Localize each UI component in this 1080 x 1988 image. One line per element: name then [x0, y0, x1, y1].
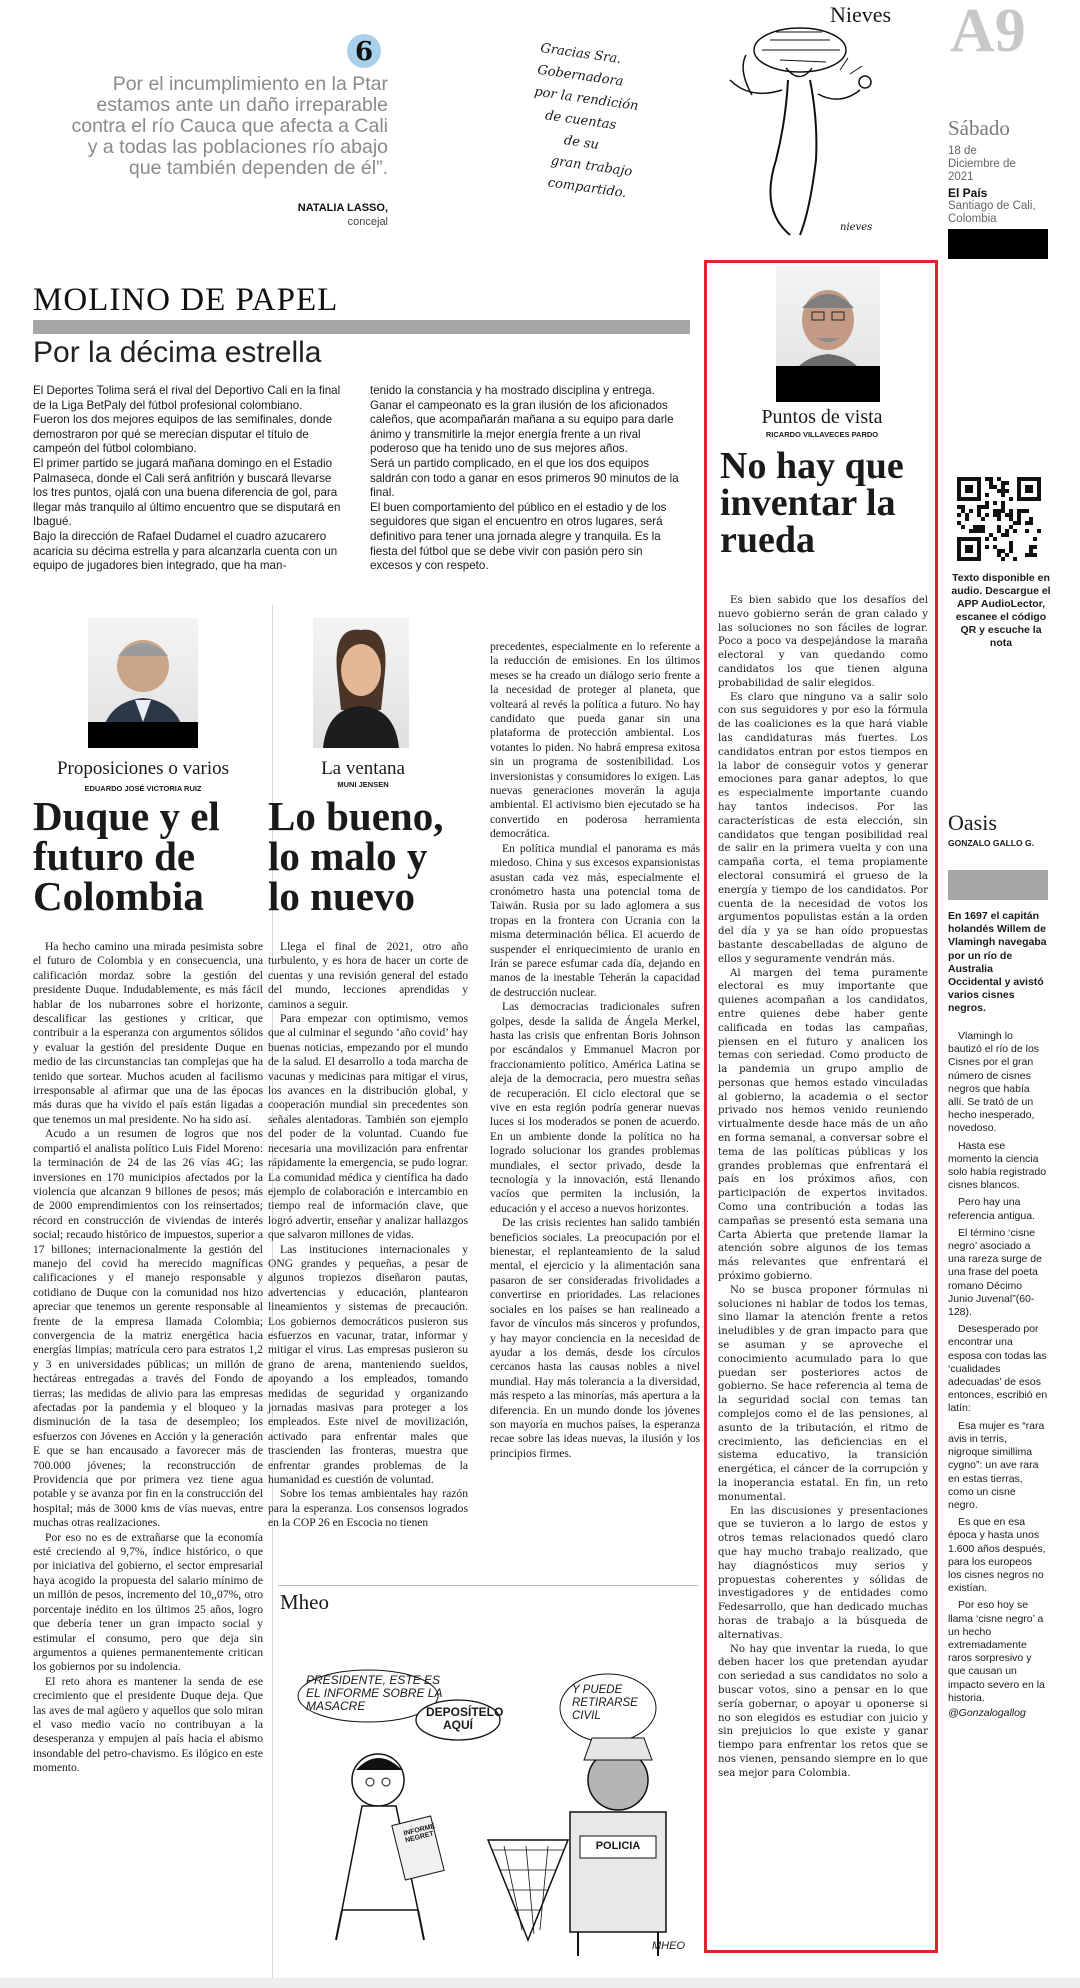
qr-code[interactable] [955, 475, 1043, 563]
oasis-body: Vlamingh lo bautizó el río de los Cisnes por el gran número de cisnes negros que había allí. Se trató de un hecho inesperado, novedoso. Hasta ese momento la ciencia solo había registrado cisnes blancos. Pero hay una referencia antigua. El término ‘cisne negro’ asociado a una rareza surge de una frase del poeta romano Décimo Junio Juvenal”(60-128). Desesperado por encontrar una esposa con todas las ‘cualidades adecuadas’ de esos entonces, escribió en latín: Esa mujer es “rara avis in terris, nigroque simillima cygno”: un ave rara en estas tierras, como un cisne negro. Es que en esa época y hasta unos 1.600 años después, para los europeos los cisnes negros no existían. Por eso hoy se llama ‘cisne negro’ a un hecho extremadamente raros sorpresivo y que causan un impacto severo en la historia. @Gonzalogallog [948, 1030, 1048, 1719]
mheo-label: Mheo [280, 1590, 329, 1614]
author-photo-victoria [88, 618, 198, 748]
mheo-police-label: POLICIA [595, 1840, 641, 1852]
section-title: MOLINO DE PAPEL [33, 282, 339, 318]
svg-text:6: 6 [354, 37, 374, 67]
oasis-title: Oasis [948, 810, 997, 835]
column-body-1: Ha hecho camino una mirada pesimista sobre el futuro de Colombia y en consecuencia, una calificación mordaz sobre la gestión del presidente Duque. Indudablemente, es más fácil hablar de los nubarrones sobre el horizonte, descalificar las gestiones y criticar, que contribuir a la esperanza con argumentos sólidos y evaluar la gestión del presidente Duque en medio de las circunstancias tan complejas que ha tenido que sortear. Muchos acuden al facilismo irresponsable al afirmar que una de las épocas más duras que ha vivido el país están ligadas a que tenemos un mal presidente. No ha sido así. Acudo a un resumen de logros que nos compartió el analista político Luis Fidel Moreno: la terminación de 24 de las 26 vías 4G; las inversiones en 170 municipios afectados por la violencia que alcanzan 9 billones de pesos; más de 2000 emprendimientos con los reinsertados; récord en construcción de viviendas de interés social; recaudo histórico de impuestos, superior a 17 billones; internacionalmente la gestión del manejo del covid ha merecido magníficas calificaciones y el manejo responsable y cotidiano de Duque con la comunidad nos hizo apreciar que tenemos un gerente responsable al frente de la empresa llamada Colombia; convergencia de la matriz energética hacia energías limpias; matrícula cero para estratos 1,2 y 3 en universidades públicas; un millón de hectáreas entregadas a través del Fondo de tierras; las medidas de alivio para las empresas afectadas por la pandemia y el bloqueo y la disminución de la tasa de desempleo; los esfuerzos con Jóvenes en Acción y la generación E que se han encausado a favorecer más de 700.000 jóvenes; la reconstrucción de Providencia que por primera vez tiene agua potable y se avanza por fin en la construcción del hospital; más de 3000 kms de vías nuevas, entre muchas otras realizaciones. Por eso no es de extrañarse que la economía esté creciendo al 9,7%, índice histórico, o que por iniciativa del gobierno, el sector empresarial haya acogido la propuesta del salario mínimo de un millón de pesos, incremento del 10,,07%, otro porcentaje inédito en los últimos 25 años, logro que debería tener un gran impacto social y estimular el consumo, pero que deja sin argumentos a quienes permanentemente critican los gobiernos por su indolencia. El reto ahora es mantener la senda de ese crecimiento que el presidente Duque deja. Que las aves de mal agüero y aquellos que solo miran el vaso medio vacío no contribuyan a la desesperanza y empujen al país hacia el abismo insondable del petro-chavismo. Es ilógico en este momento. [33, 940, 263, 1775]
column-body-3: precedentes, especialmente en lo referente a la reducción de emisiones. En los últimos meses se ha creado un diálogo serio frente a la necesidad de proteger al planeta, que volteará al revés la política a futuro. No hay candidato que pueda ganar sin una plataforma de protección ambiental. Los votantes lo piden. No habrá empresa exitosa sin un programa de sostenibilidad. Los inversionistas y consumidores lo exigen. Las nuevas generaciones moverán la aguja ambiental. El activismo bien ejecutado se ha convertido en poderosa herramienta democrática. En política mundial el panorama es más miedoso. China y sus excesos expansionistas asustan cada vez más, especialmente el cronómetro hasta una potencial toma de Taiwán. Rusia por su lado aglomera a sus tropas en la frontera con Ucrania con la misma determinación bélica. El acuerdo de suspender el enriquecimiento de uranio en Irán se parece esfumar cada día, dejando en manos de la inestable Teherán la capacidad de destrucción nuclear. Las democracias tradicionales sufren golpes, desde la salida de Ángela Merkel, hasta las crisis que enfrentan Boris Johnson por escándalos y Emmanuel Macron por fraccionamiento político. América Latina se aleja de la democracia, pero muestra señas de recuperación. El ciclo electoral que se vive en esta región podría generar nuevas luces si los moderados se ponen de acuerdo. En un ambiente donde la política no ha logrado solucionar los grandes problemas mundiales, el sector privado, desde la tecnología y la innovación, está llenando vacíos que permiten la inclusión, la educación y el acceso a nuevos horizontes. De las crisis recientes han salido también beneficios sociales. La preocupación por el bienestar, el replanteamiento de la salud mental, el ejercicio y la alimentación sana pasaron de ser consideradas frivolidades a convertirse en prioridades. Las relaciones sociales en los países se han realineado a favor de vínculos más sinceros y profundos, y hay mayor conciencia en la necesidad de ayudar a los demás, desde los círculos cercanos hasta las causas nobles a nivel mundial. Hay más tolerancia a la diversidad, más respeto a las minorías, más apertura a la diferencia. En un mundo donde los jóvenes son mayoría en muchos países, la esperanza recae sobre las ideas nuevas, la ilusión y los principios firmes. [490, 640, 700, 1460]
column-author-1: EDUARDO JOSÉ VICTORIA RUIZ [84, 784, 202, 793]
mheo-signature: MHEO [652, 1940, 685, 1952]
quote-author: NATALIA LASSO, [297, 202, 388, 214]
oasis-lead: En 1697 el capitán holandés Willem de Vlamingh navegaba por un río de Australia Occidental y avistó varios cisnes negros. [948, 910, 1047, 1015]
mheo-report-label: INFORME NEGRET [402, 1822, 436, 1845]
column-kicker-1: Proposiciones o varios [56, 758, 230, 779]
oasis-gray-bar [948, 870, 1048, 900]
column-kicker-2: La ventana [321, 758, 405, 779]
governor-figure-drawing [690, 10, 890, 240]
column-headline-1: Duque y el futuro de Colombia [33, 793, 220, 919]
author-photo-villaveces [776, 266, 880, 402]
location: Santiago de Cali, Colombia [948, 200, 1036, 225]
column-headline-2: Lo bueno, lo malo y lo nuevo [268, 793, 444, 919]
oasis-author: GONZALO GALLO G. [948, 838, 1034, 848]
column-author-2: MUNI JENSEN [337, 780, 389, 789]
page-number: A9 [950, 0, 1026, 65]
column-body-4: Es bien sabido que los desafíos del nuevo gobierno serán de gran calado y las soluciones no son fáciles de lograr. Poco a poco va despejándose la maraña electoral y van quedando como candidatos los que tienen alguna probabilidad de salir elegidos. Es claro que ninguno va a salir solo con sus seguidores y por eso la fórmula de las coaliciones es la que hará viable las candidaturas más fuertes. Los candidatos entran por estos tiempos en la labor de conseguir votos y generar emociones para ganar adeptos, lo que es especialmente importante cuando hay tantos indecisos. Por las características de esta elección, sin candidatos que tengan posibilidad real de salir en la primera vuelta y con una campaña corta, el tema propiamente electoral consumirá el grueso de la energía y tiempo de los candidatos. Por cuenta de la necesidad de votos los argumentos populistas están a la orden del día y ya se han oído propuestas bastante descabelladas de alguno de ellos y seguramente vendrán más. Al margen del tema puramente electoral es muy importante que quienes acompañan a los candidatos, entre quienes debe haber gente calificada en todas las campañas, piensen en el futuro y analicen los temas con seriedad. Como producto de la pandemia un grupo amplio de personas que hemos estado vinculadas al gobierno, la academia o el sector privado nos hemos venido reuniendo virtualmente desde hace más de un año en forma semanal, a conversar sobre el tema de las políticas públicas y los grandes problemas que enfrentará el país en los próximos años, con participación de expertos invitados. Como una contribución a todas las campañas se presentó esta semana una Carta Abierta que pretende llamar la atención sobre algunos de los temas más relevantes que enfrentará el próximo gobierno. No se busca proponer fórmulas ni soluciones ni hablar de todos los temas, sino llamar la atención frente a retos ineludibles y de gran impacto para que se asuman y se aproveche el conocimiento acumulado para lo que puedan ser posteriores actos de gobierno. Se hace referencia al tema de la seguridad social con temas tan complejos como el de las pensiones, al asunto de la tributación, el ritmo de crecimiento, las deficiencias en el sistema educativo, la transición energética, el cáncer de la corrupción y la inoperancia estatal. En fin, un reto monumental. En las discusiones y presentaciones que se tuvieron a lo largo de estos y otros temas relacionados quedó claro que hay mucho trabajo realizado, que hay diagnósticos muy serios y propuestas coherentes y sólidas de investigadores y de entidades como Fedesarrollo, que han dedicado muchas horas de trabajo a la búsqueda de alternativas. No hay que inventar la rueda, lo que deben hacer los que pretendan ayudar con seriedad a sus candidatos no solo a buscar votos, sino a pensar en lo que sería gobernar, o apoyar u oponerse si no son elegidos es estudiar con juicio y sin prejuicios lo que existe y ganar tiempo para enfrentar los retos que se nos vienen, pensando siempre en lo que sea mejor para Colombia. [718, 595, 928, 1779]
quote-block [60, 30, 390, 230]
cartoon-signature: nieves [840, 222, 873, 233]
author-photo-jensen [313, 618, 409, 748]
column-body-2: Llega el final de 2021, otro año turbulento, y es hora de hacer un corte de cuentas y una revisión general del estado del mundo, lecciones aprendidas y caminos a seguir. Para empezar con optimismo, vemos que al culminar el segundo ‘año covid’ hay buenas noticias, empezando por el mundo de la salud. El desarrollo a toda marcha de vacunas y medicinas para mitigar el virus, los avances en la distribución global, y cooperación mundial sin precedentes son señales alentadoras. También son ejemplo del poder de la voluntad. Cuando fue necesaria una movilización para enfrentar rápidamente la emergencia, se pudo lograr. La comunidad médica y científica ha dado ejemplo de colaboración e intercambio en tiempo real de información clave, que logró advertir, enseñar y analizar hallazgos que salvaron millones de vidas. Las instituciones internacionales y ONG grandes y pequeñas, a pesar de algunos tropiezos diseñaron pautas, advertencias y educación, plantearon lineamientos y sistemas de precaución. Los gobiernos democráticos pusieron sus esfuerzos en vacunar, tratar, informar y mitigar el virus. Las empresas pusieron su grano de arena, manteniendo sueldos, apoyando a los empleados, tomando medidas de seguridad y organizando jornadas masivas para proteger a los empleados. Este nivel de movilización, activado para enfrentar males que trascienden las fronteras, muestra que enfrentar grandes problemas de la humanidad es cuestión de voluntad. Sobre los temas ambientales hay razón para la esperanza. Los consensos logrados en la COP 26 en Escocia no tienen [268, 940, 468, 1530]
qr-caption: Texto disponible en audio. Descargue el APP AudioLector, escanee el código QR y escuche la nota [951, 572, 1051, 649]
column-kicker-4: Puntos de vista [761, 406, 883, 428]
quote-role: concejal [347, 216, 388, 228]
quote-text: Por el incumplimiento en la Ptar estamos ante un daño irreparable contra el río Cauca que afecta a Cali y a todas las poblaciones río abajo que también dependen de él”. [71, 73, 388, 179]
editorial-col-1: El Deportes Tolima será el rival del Deportivo Cali en la final de la Liga BetPaly del fútbol profesional colombiano. Fueron los dos mejores equipos de las semifinales, donde demostraron por qué se merecían disputar el título de campeón del fútbol colombiano. El primer partido se jugará mañana domingo en el Estadio Palmaseca, donde el Cali será anfitrión y buscará llevarse los tres puntos, ojalá con una buena diferencia de gol, para llegar más tranquilo al último encuentro que se disputará en Ibagué. Bajo la dirección de Rafael Dudamel el cuadro azucarero acaricia su décima estrella y para alcanzarla cuenta con un equipo de jugadores bien integrado, que ha man- [33, 384, 341, 573]
mheo-bubble-1: PRESIDENTE, ESTE ES EL INFORME SOBRE LA MASACRE [306, 1673, 443, 1713]
page-bottom-rule [0, 1978, 1080, 1988]
section-rule [33, 320, 690, 334]
cartoon-section-label: Nieves [830, 2, 892, 27]
mheo-bubble-3: Y PUEDE RETIRARSE CIVIL [572, 1684, 638, 1722]
date-block [948, 116, 1058, 226]
redacted-block [948, 229, 1048, 259]
publication-name: El País [948, 186, 988, 200]
date: 18 de Diciembre de 2021 [948, 145, 1016, 183]
quote-mark-icon [347, 34, 381, 68]
oasis-handle: @Gonzalogallog [948, 1706, 1026, 1719]
nieves-cartoon [530, 0, 910, 250]
cartoon-handwritten-text: Gracias Sra. Gobernadora por la rendición de cuentas de su gran trabajo compartido. [533, 40, 640, 202]
column-headline-4: No hay que inventar la rueda [720, 445, 904, 561]
editorial-title: Por la décima estrella [33, 336, 322, 369]
mheo-rule [278, 1585, 698, 1586]
column-author-4: RICARDO VILLAVECES PARDO [765, 430, 879, 439]
editorial-col-2: tenido la constancia y ha mostrado disciplina y entrega. Ganar el campeonato es la gran ilusión de los aficionados caleños, que acompañarán mañana a su equipo para darle ánimo y transmitirle la mejor energía frente a un rival poderoso que ha tenido uno de sus mejores años. Será un partido complicado, en el que los dos equipos saldrán con todo a ganar en esos primeros 90 minutos de la final. El buen comportamiento del público en el estadio y de los seguidores que sigan el encuentro en otros lugares, será definitivo para tener una jornada alegre y tranquila. Es la fiesta del fútbol que se debe vivir con pasión pero sin excesos y con respeto. [370, 384, 679, 573]
mheo-bubble-2: DEPOSÍTELO AQUÍ [426, 1705, 504, 1732]
mheo-cartoon [278, 1620, 698, 1960]
weekday: Sábado [948, 116, 1010, 140]
